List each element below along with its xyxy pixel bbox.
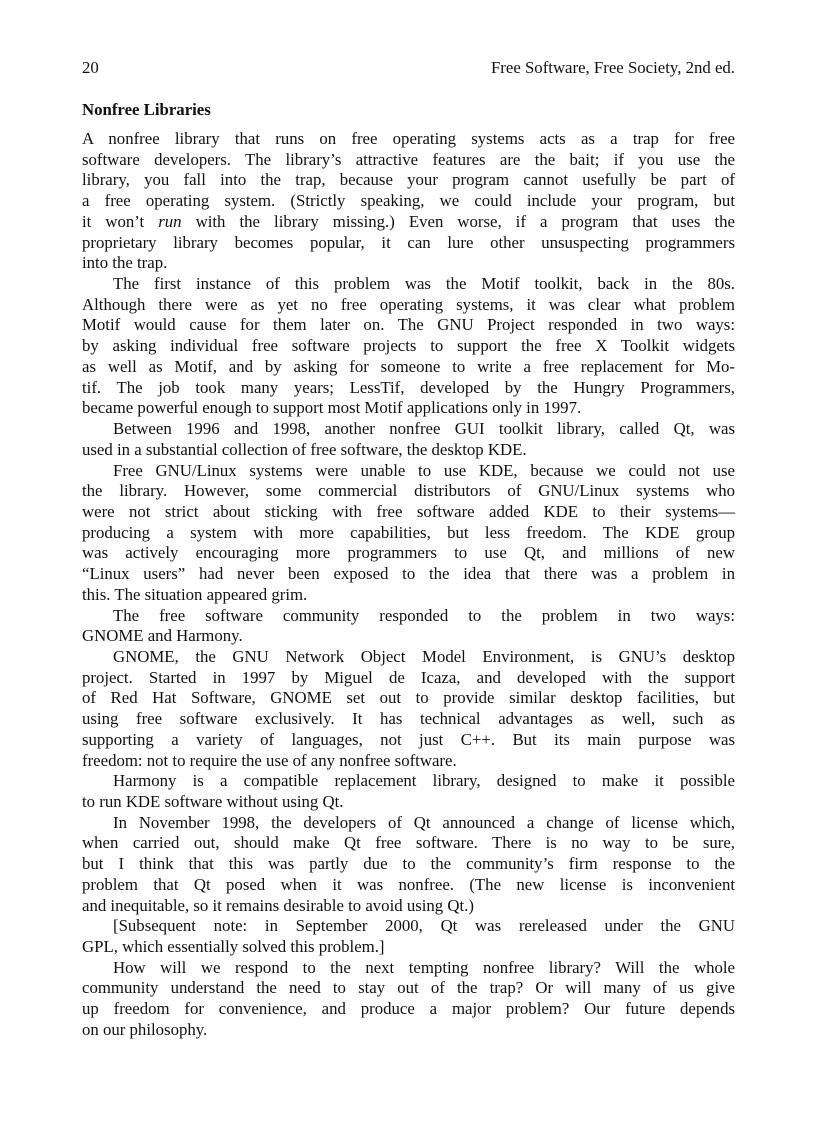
text-line: into the trap. bbox=[82, 253, 168, 273]
text-line: community understand the need to stay out of the trap? Or will many of us give bbox=[82, 978, 735, 998]
text-line: by asking individual free software projects to support the free X Toolkit widgets bbox=[82, 336, 735, 356]
body-text bbox=[82, 129, 735, 1041]
text-line: library, you fall into the trap, because your program cannot usefully be part of bbox=[82, 170, 735, 190]
text-line: Harmony is a compatible replacement library, designed to make it possible bbox=[113, 771, 735, 791]
section-heading: Nonfree Libraries bbox=[82, 100, 211, 119]
text-line: and inequitable, so it remains desirable to avoid using Qt.) bbox=[82, 895, 474, 915]
text-line: GNOME, the GNU Network Object Model Environment, is GNU’s desktop bbox=[113, 646, 735, 666]
emphasized-text: run bbox=[158, 211, 182, 231]
text-line: Although there were as yet no free operating systems, it was clear what problem bbox=[82, 294, 735, 314]
text-line: problem that Qt posed when it was nonfree. (The new license is inconvenient bbox=[82, 874, 735, 894]
text-line: became powerful enough to support most Motif applications only in 1997. bbox=[82, 398, 582, 418]
text-line: Between 1996 and 1998, another nonfree GUI toolkit library, called Qt, was bbox=[113, 419, 735, 439]
text-line: The first instance of this problem was the Motif toolkit, back in the 80s. bbox=[113, 274, 735, 294]
paragraph bbox=[82, 916, 735, 957]
paragraph bbox=[82, 274, 735, 419]
text-line: was actively encouraging more programmers to use Qt, and millions of new bbox=[82, 543, 735, 563]
text-line: The free software community responded to the problem in two ways: bbox=[113, 605, 735, 625]
text-line: supporting a variety of languages, not just C++. But its main purpose was bbox=[82, 729, 735, 749]
text-line: “Linux users” had never been exposed to the idea that there was a problem in bbox=[82, 564, 735, 584]
text-line: Free GNU/Linux systems were unable to use KDE, because we could not use bbox=[113, 460, 735, 480]
text-line: this. The situation appeared grim. bbox=[82, 584, 308, 604]
text-line: software developers. The library’s attractive features are the bait; if you use the bbox=[82, 149, 735, 169]
text-segment: with the library missing.) Even worse, if a program that uses the bbox=[181, 211, 735, 231]
text-line: In November 1998, the developers of Qt announced a change of license which, bbox=[113, 812, 735, 832]
text-line: but I think that this was partly due to the community’s firm response to the bbox=[82, 854, 735, 874]
text-line: GNOME and Harmony. bbox=[82, 626, 243, 646]
text-line: used in a substantial collection of free software, the desktop KDE. bbox=[82, 439, 527, 459]
text-line: Motif would cause for them later on. The GNU Project responded in two ways: bbox=[82, 315, 735, 335]
text-segment: it won’t bbox=[82, 211, 159, 231]
text-line: freedom: not to require the use of any nonfree software. bbox=[82, 750, 457, 770]
running-header bbox=[82, 58, 735, 80]
text-line bbox=[82, 212, 735, 233]
text-line: as well as Motif, and by asking for someone to write a free replacement for Mo- bbox=[82, 356, 735, 376]
paragraph bbox=[82, 129, 735, 274]
text-line: [Subsequent note: in September 2000, Qt was rereleased under the GNU bbox=[113, 916, 735, 936]
text-line: the library. However, some commercial distributors of GNU/Linux systems who bbox=[82, 481, 735, 501]
text-line: GPL, which essentially solved this problem.] bbox=[82, 937, 385, 957]
text-line: a free operating system. (Strictly speaking, we could include your program, but bbox=[82, 191, 735, 211]
text-line: project. Started in 1997 by Miguel de Icaza, and developed with the support bbox=[82, 667, 735, 687]
text-line: How will we respond to the next tempting nonfree library? Will the whole bbox=[113, 957, 735, 977]
text-line: to run KDE software without using Qt. bbox=[82, 792, 344, 811]
text-line: proprietary library becomes popular, it can lure other unsuspecting programmers bbox=[82, 232, 735, 252]
text-line: up freedom for convenience, and produce a major problem? Our future depends bbox=[82, 999, 735, 1019]
text-line: A nonfree library that runs on free operating systems acts as a trap for free bbox=[82, 129, 735, 148]
paragraph bbox=[82, 606, 735, 647]
paragraph bbox=[82, 771, 735, 812]
text-line: when carried out, should make Qt free software. There is no way to be sure, bbox=[82, 833, 735, 853]
text-line: using free software exclusively. It has technical advantages as well, such as bbox=[82, 709, 735, 729]
text-line: of Red Hat Software, GNOME set out to provide similar desktop facilities, but bbox=[82, 688, 735, 708]
text-line: were not strict about sticking with free software added KDE to their systems— bbox=[82, 501, 735, 521]
page-number: 20 bbox=[82, 58, 99, 77]
running-title: Free Software, Free Society, 2nd ed. bbox=[490, 58, 735, 77]
text-line: producing a system with more capabilities, but less freedom. The KDE group bbox=[82, 522, 735, 542]
paragraph bbox=[82, 647, 735, 771]
paragraph bbox=[82, 958, 735, 1041]
text-line: tif. The job took many years; LessTif, developed by the Hungry Programmers, bbox=[82, 377, 735, 397]
paragraph bbox=[82, 419, 735, 460]
text-line: on our philosophy. bbox=[82, 1019, 208, 1039]
paragraph bbox=[82, 813, 735, 917]
paragraph bbox=[82, 461, 735, 606]
